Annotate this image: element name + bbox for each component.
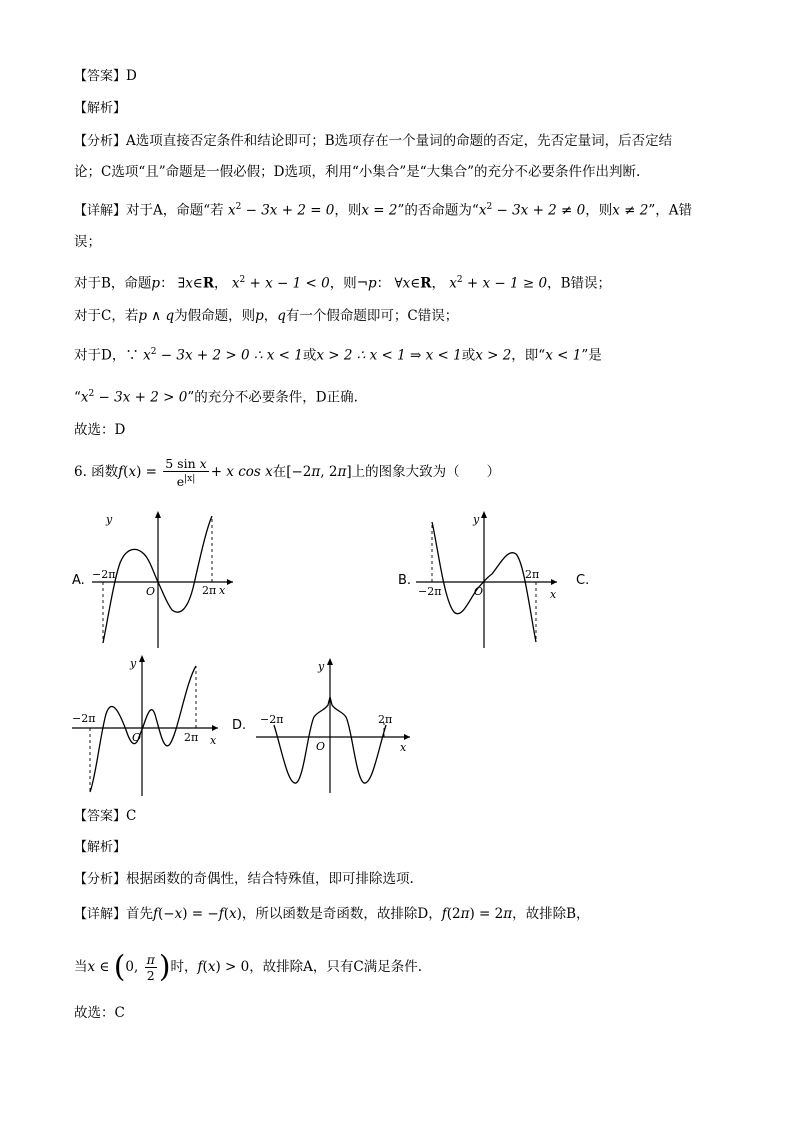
text: ，B错误；: [547, 275, 612, 292]
pos-2pi-label: 2π: [202, 584, 217, 597]
math-expr: p: [151, 275, 161, 292]
answer-tag: 【答案】: [74, 69, 127, 84]
axis-y-label: y: [130, 657, 137, 670]
fenxi-text: A选项直接否定条件和结论即可；B选项存在一个量词的命题的否定，先否定量词，后否定结: [126, 133, 673, 149]
math-expr: x > 2 ∴ x < 1 ⇒ x < 1: [316, 347, 462, 364]
q6-detail1: [74, 904, 590, 925]
math-expr: x: [478, 202, 487, 219]
math-expr: ): [158, 949, 171, 985]
origin-label: O: [132, 731, 142, 744]
neg-2pi-label: −2π: [260, 713, 284, 726]
text: ，则: [334, 202, 362, 219]
text: 为假命题，则: [174, 308, 256, 324]
math-expr: x = 2: [361, 202, 398, 219]
q5-detail-c: 对于C，若p ∧ q为假命题，则p，q有一个假命题即可；C错误；: [74, 308, 459, 324]
q5-detail-b: 对于B，命题p： ∃x∈R， $x^2 + x - 1 < 0$，则¬p： ∀x∈R， $x^2 + x - 1 \ge 0$，B错误；: [74, 275, 612, 292]
math-expr: + x − 1 ≥ 0: [462, 275, 548, 292]
axis-x-label: x: [400, 741, 407, 754]
q5-answer-line: [74, 66, 137, 87]
text: ，即“: [511, 347, 546, 364]
math-expr: − 3x + 2 > 0: [94, 389, 188, 406]
math-expr: x: [87, 959, 96, 975]
text: 或: [302, 347, 317, 364]
math-sup: 2: [456, 275, 463, 285]
math-expr: x: [128, 464, 137, 480]
text: 首先: [126, 906, 154, 922]
math-expr: f: [441, 906, 447, 922]
question-number: 6. 函数: [74, 464, 119, 480]
math-expr: f: [197, 959, 203, 975]
axis-x-label: x: [550, 588, 557, 601]
q5-detail-a-wrap: [74, 232, 101, 252]
math-expr: q: [277, 308, 286, 324]
math-expr: (: [113, 949, 126, 985]
math-expr: (−x) = −f(x): [158, 906, 242, 922]
math-expr: f: [153, 906, 159, 922]
math-sup: 2: [88, 389, 95, 399]
origin-label: O: [474, 585, 484, 598]
text: ，故排除B，: [512, 906, 590, 922]
q5-analysis-heading: [74, 98, 126, 119]
math-sup: 2: [486, 202, 493, 212]
math-expr: + x − 1 < 0: [245, 275, 330, 292]
option-c-label: C.: [576, 573, 590, 588]
math-expr: + x cos x: [210, 464, 273, 480]
q6-answer-line: [74, 806, 136, 827]
text: ，故排除A，只有C满足条件.: [249, 959, 423, 975]
text: ”是: [581, 347, 602, 364]
text: 误；: [74, 234, 101, 250]
text: ”的充分不必要条件，D正确.: [187, 389, 358, 406]
detail-tag: 【详解】: [74, 907, 127, 922]
text: “: [74, 389, 81, 406]
option-d-graph: [252, 655, 416, 795]
text: 对于D，: [74, 347, 126, 364]
text: ，所以函数是奇函数，故排除D，: [241, 906, 442, 922]
math-expr: ∃x∈R: [177, 275, 215, 292]
math-expr: x: [80, 389, 89, 406]
q6-detail2: 当x ∈ (0, $\frac{\pi}{2}$ )时，f(x) > 0，故排除A，只有C满足条件.: [74, 949, 423, 985]
pos-2pi-label: 2π: [378, 713, 393, 726]
text: 在: [272, 464, 287, 480]
fraction-numerator: 5 sin x: [165, 455, 207, 471]
option-b-graph: [412, 508, 562, 650]
option-c-graph: [68, 652, 228, 798]
q5-detail-a: [74, 197, 692, 222]
axis-y-label: y: [106, 513, 113, 526]
q6-analysis-heading: [74, 837, 126, 858]
q5-detail-d2: [74, 384, 358, 408]
q6-fenxi: [74, 869, 414, 890]
math-expr: x: [231, 275, 240, 292]
neg-2pi-label: −2π: [92, 568, 116, 581]
math-expr: ∵: [125, 347, 144, 364]
q6-choose: [74, 1003, 125, 1023]
math-sup: 2: [235, 202, 242, 212]
text: 故选：D: [74, 422, 126, 438]
fraction-numerator: π: [146, 952, 155, 967]
text: 对于A，命题“若: [126, 202, 224, 219]
math-expr: x ≠ 2: [612, 202, 649, 219]
fraction: [145, 952, 157, 983]
math-sup: 2: [239, 275, 246, 285]
neg-2pi-label: −2π: [72, 712, 96, 725]
axis-x-label: x: [210, 734, 217, 747]
answer-value: C: [126, 808, 137, 824]
analysis-tag: 【解析】: [74, 101, 127, 116]
math-expr: (x) > 0: [202, 959, 250, 975]
text: 有一个假命题即可；C错误；: [285, 308, 459, 324]
origin-label: O: [146, 585, 156, 598]
text: 当: [74, 959, 88, 975]
math-expr: x: [227, 202, 236, 219]
option-d-label: D.: [232, 718, 247, 733]
math-expr: ∀x∈R: [394, 275, 432, 292]
option-b-label: B.: [398, 573, 412, 588]
answer-value: D: [126, 68, 137, 84]
text: ，则: [585, 202, 613, 219]
option-a-label: A.: [72, 573, 85, 588]
math-expr: (: [123, 464, 129, 480]
pos-2pi-label: 2π: [525, 568, 540, 581]
math-expr: x: [143, 347, 151, 364]
detail-tag: 【详解】: [74, 203, 127, 219]
option-a-graph: [88, 508, 238, 650]
q5-fenxi-line1: [74, 131, 672, 152]
math-expr: − 3x + 2 = 0: [241, 202, 335, 219]
text: 对于B，命题: [74, 275, 152, 292]
fraction-denominator: $e^{|x|}$: [176, 473, 196, 490]
text: 对于C，若: [74, 308, 139, 324]
math-expr: p: [255, 308, 264, 324]
analysis-tag: 【解析】: [74, 840, 127, 855]
fraction-denominator: 2: [146, 968, 155, 983]
math-expr: ¬p: [356, 275, 377, 292]
pos-2pi-label: 2π: [184, 731, 199, 744]
q5-choose: [74, 420, 125, 440]
math-expr: x < 1: [545, 347, 582, 364]
text: 上的图象大致为（ ）: [351, 464, 501, 480]
text: ，则: [329, 275, 357, 292]
answer-tag: 【答案】: [74, 809, 127, 824]
math-expr: x > 2: [475, 347, 512, 364]
fraction: [163, 456, 208, 489]
math-expr: [−2π, 2π]: [286, 464, 352, 480]
fenxi-text: 根据函数的奇偶性，结合特殊值，即可排除选项.: [126, 871, 414, 887]
fenxi-tag: 【分析】: [74, 134, 127, 149]
text: ”的否命题为“: [397, 202, 479, 219]
axis-y-label: y: [473, 513, 480, 526]
math-expr: ) =: [136, 464, 162, 480]
math-sup: 2: [150, 347, 157, 357]
math-expr: − 3x + 2 > 0 ∴ x < 1: [156, 347, 303, 364]
origin-label: O: [316, 740, 326, 753]
math-expr: (2π) = 2π: [446, 906, 513, 922]
math-expr: − 3x + 2 ≠ 0: [492, 202, 586, 219]
text: ”，A错: [648, 202, 693, 219]
axis-x-label: x: [219, 584, 226, 597]
math-expr: p ∧ q: [138, 308, 175, 324]
q5-detail-d: [74, 342, 602, 366]
q6-stem: [74, 454, 500, 490]
text: 时，: [170, 959, 198, 975]
fenxi-text: 论；C选项“且”命题是一假必假；D选项，利用“小集合”是“大集合”的充分不必要条件作出判断.: [74, 164, 641, 180]
fenxi-tag: 【分析】: [74, 872, 127, 887]
math-expr: x: [449, 275, 457, 292]
text: 故选：C: [74, 1005, 125, 1021]
q5-fenxi-line2: [74, 162, 640, 182]
math-expr: f: [118, 464, 124, 480]
text: 或: [461, 347, 476, 364]
neg-2pi-label: −2π: [418, 585, 442, 598]
axis-y-label: y: [318, 660, 325, 673]
